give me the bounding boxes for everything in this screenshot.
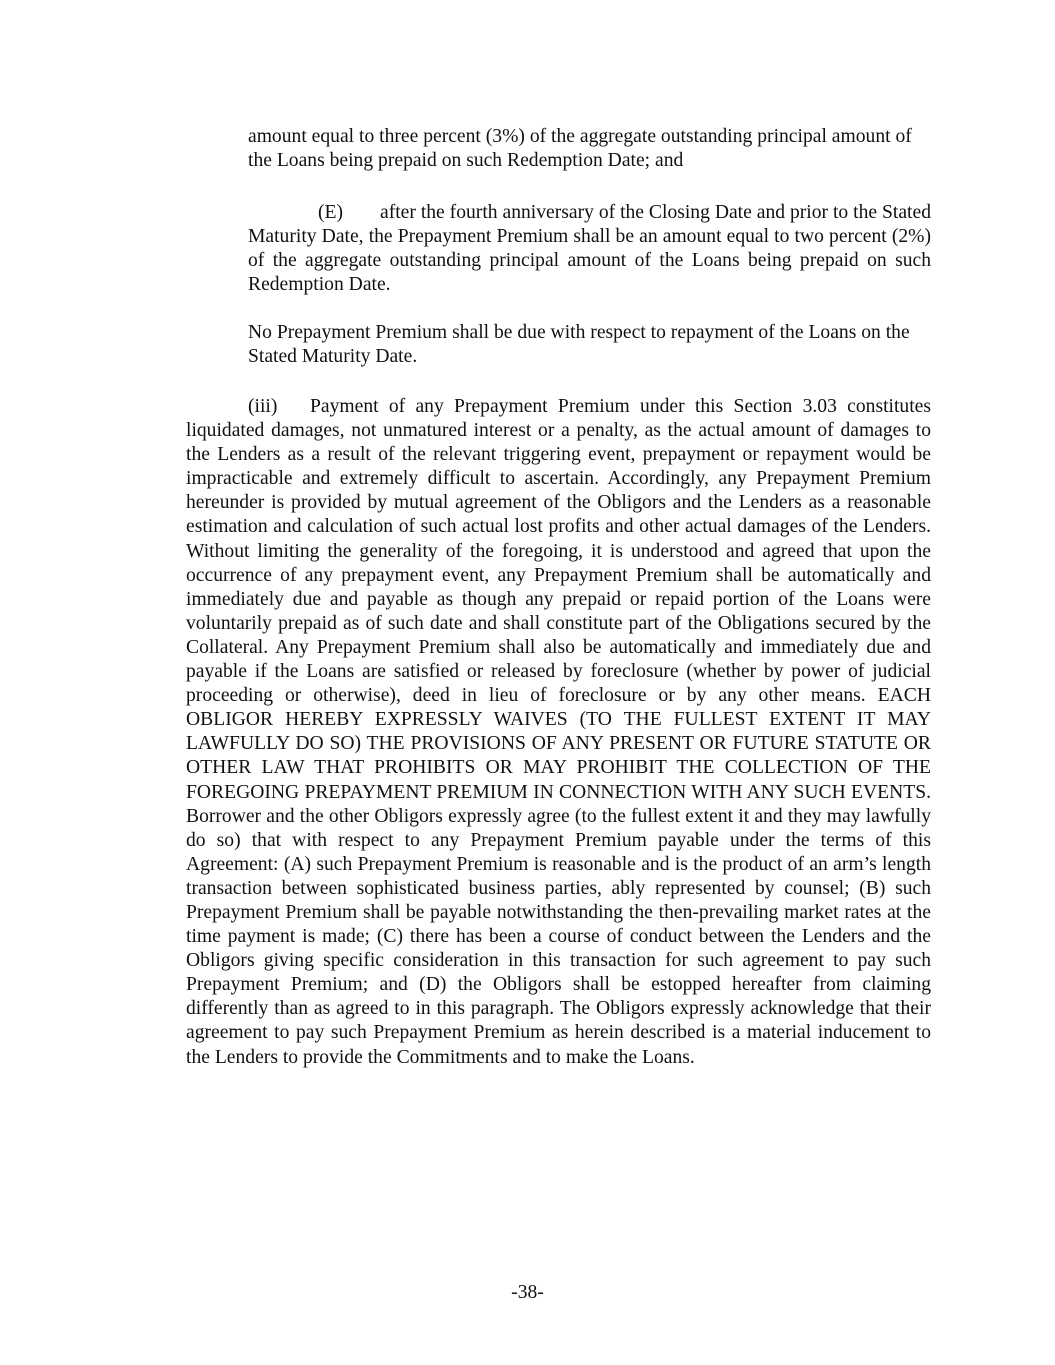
paragraph-iii [186,395,931,1070]
page-number: -38- [511,1282,544,1303]
paragraph-e-text: after the fourth anniversary of the Closing Date and prior to the Stated Maturity Date, the Prepayment Premium shall be an amount equal to two percent (2%) of the aggregate outstanding principal amount of the Loans being prepaid on such Redemption Date. [248,202,931,296]
paragraph-iii-label: (iii) [248,396,278,417]
no-prepayment-premium-paragraph: No Prepayment Premium shall be due with respect to repayment of the Loans on the Stated Maturity Date. [248,322,910,368]
paragraph-iii-text: Payment of any Prepayment Premium under this Section 3.03 constitutes liquidated damages, not unmatured interest or a penalty, as the actual amount of damages to the Lenders as a result of the relevant triggering event, prepayment or repayment would be impracticable and extremely difficult to ascertain. Accordingly, any Prepayment Premium hereunder is provided by mutual agreement of the Obligors and the Lenders as a reasonable estimation and calculation of such actual lost profits and other actual damages of the Lenders. Without limiting the generality of the foregoing, it is understood and agreed that upon the occurrence of any prepayment event, any Prepayment Premium shall be automatically and immediately due and payable as though any prepaid or repaid portion of the Loans were voluntarily prepaid as of such date and shall constitute part of the Obligations secured by the Collateral. Any Prepayment Premium shall also be automatically and immediately due and payable if the Loans are satisfied or released by foreclosure (whether by power of judicial proceeding or otherwise), deed in lieu of foreclosure or by any other means. EACH OBLIGOR HEREBY EXPRESSLY WAIVES (TO THE FULLEST EXTENT IT MAY LAWFULLY DO SO) THE PROVISIONS OF ANY PRESENT OR FUTURE STATUTE OR OTHER LAW THAT PROHIBITS OR MAY PROHIBIT THE COLLECTION OF THE FOREGOING PREPAYMENT PREMIUM IN CONNECTION WITH ANY SUCH EVENTS. Borrower and the other Obligors expressly agree (to the fullest extent it and they may lawfully do so) that with respect to any Prepayment Premium payable under the terms of this Agreement: (A) such Prepayment Premium is reasonable and is the product of an arm’s length transaction between sophisticated business parties, ably represented by counsel; (B) such Prepayment Premium shall be payable notwithstanding the then-prevailing market rates at the time payment is made; (C) there has been a course of conduct between the Lenders and the Obligors giving specific consideration in this transaction for such agreement to pay such Prepayment Premium; and (D) the Obligors shall be estopped hereafter from claiming differently than as agreed to in this paragraph. The Obligors expressly acknowledge that their agreement to pay such Prepayment Premium as herein described is a material inducement to the Lenders to provide the Commitments and to make the Loans. [186,396,931,1068]
paragraph-e [248,201,931,297]
paragraph-d-continuation: amount equal to three percent (3%) of the aggregate outstanding principal amount of the Loans being prepaid on such Redemption Date; and [248,126,912,172]
paragraph-e-label: (E) [318,202,344,223]
